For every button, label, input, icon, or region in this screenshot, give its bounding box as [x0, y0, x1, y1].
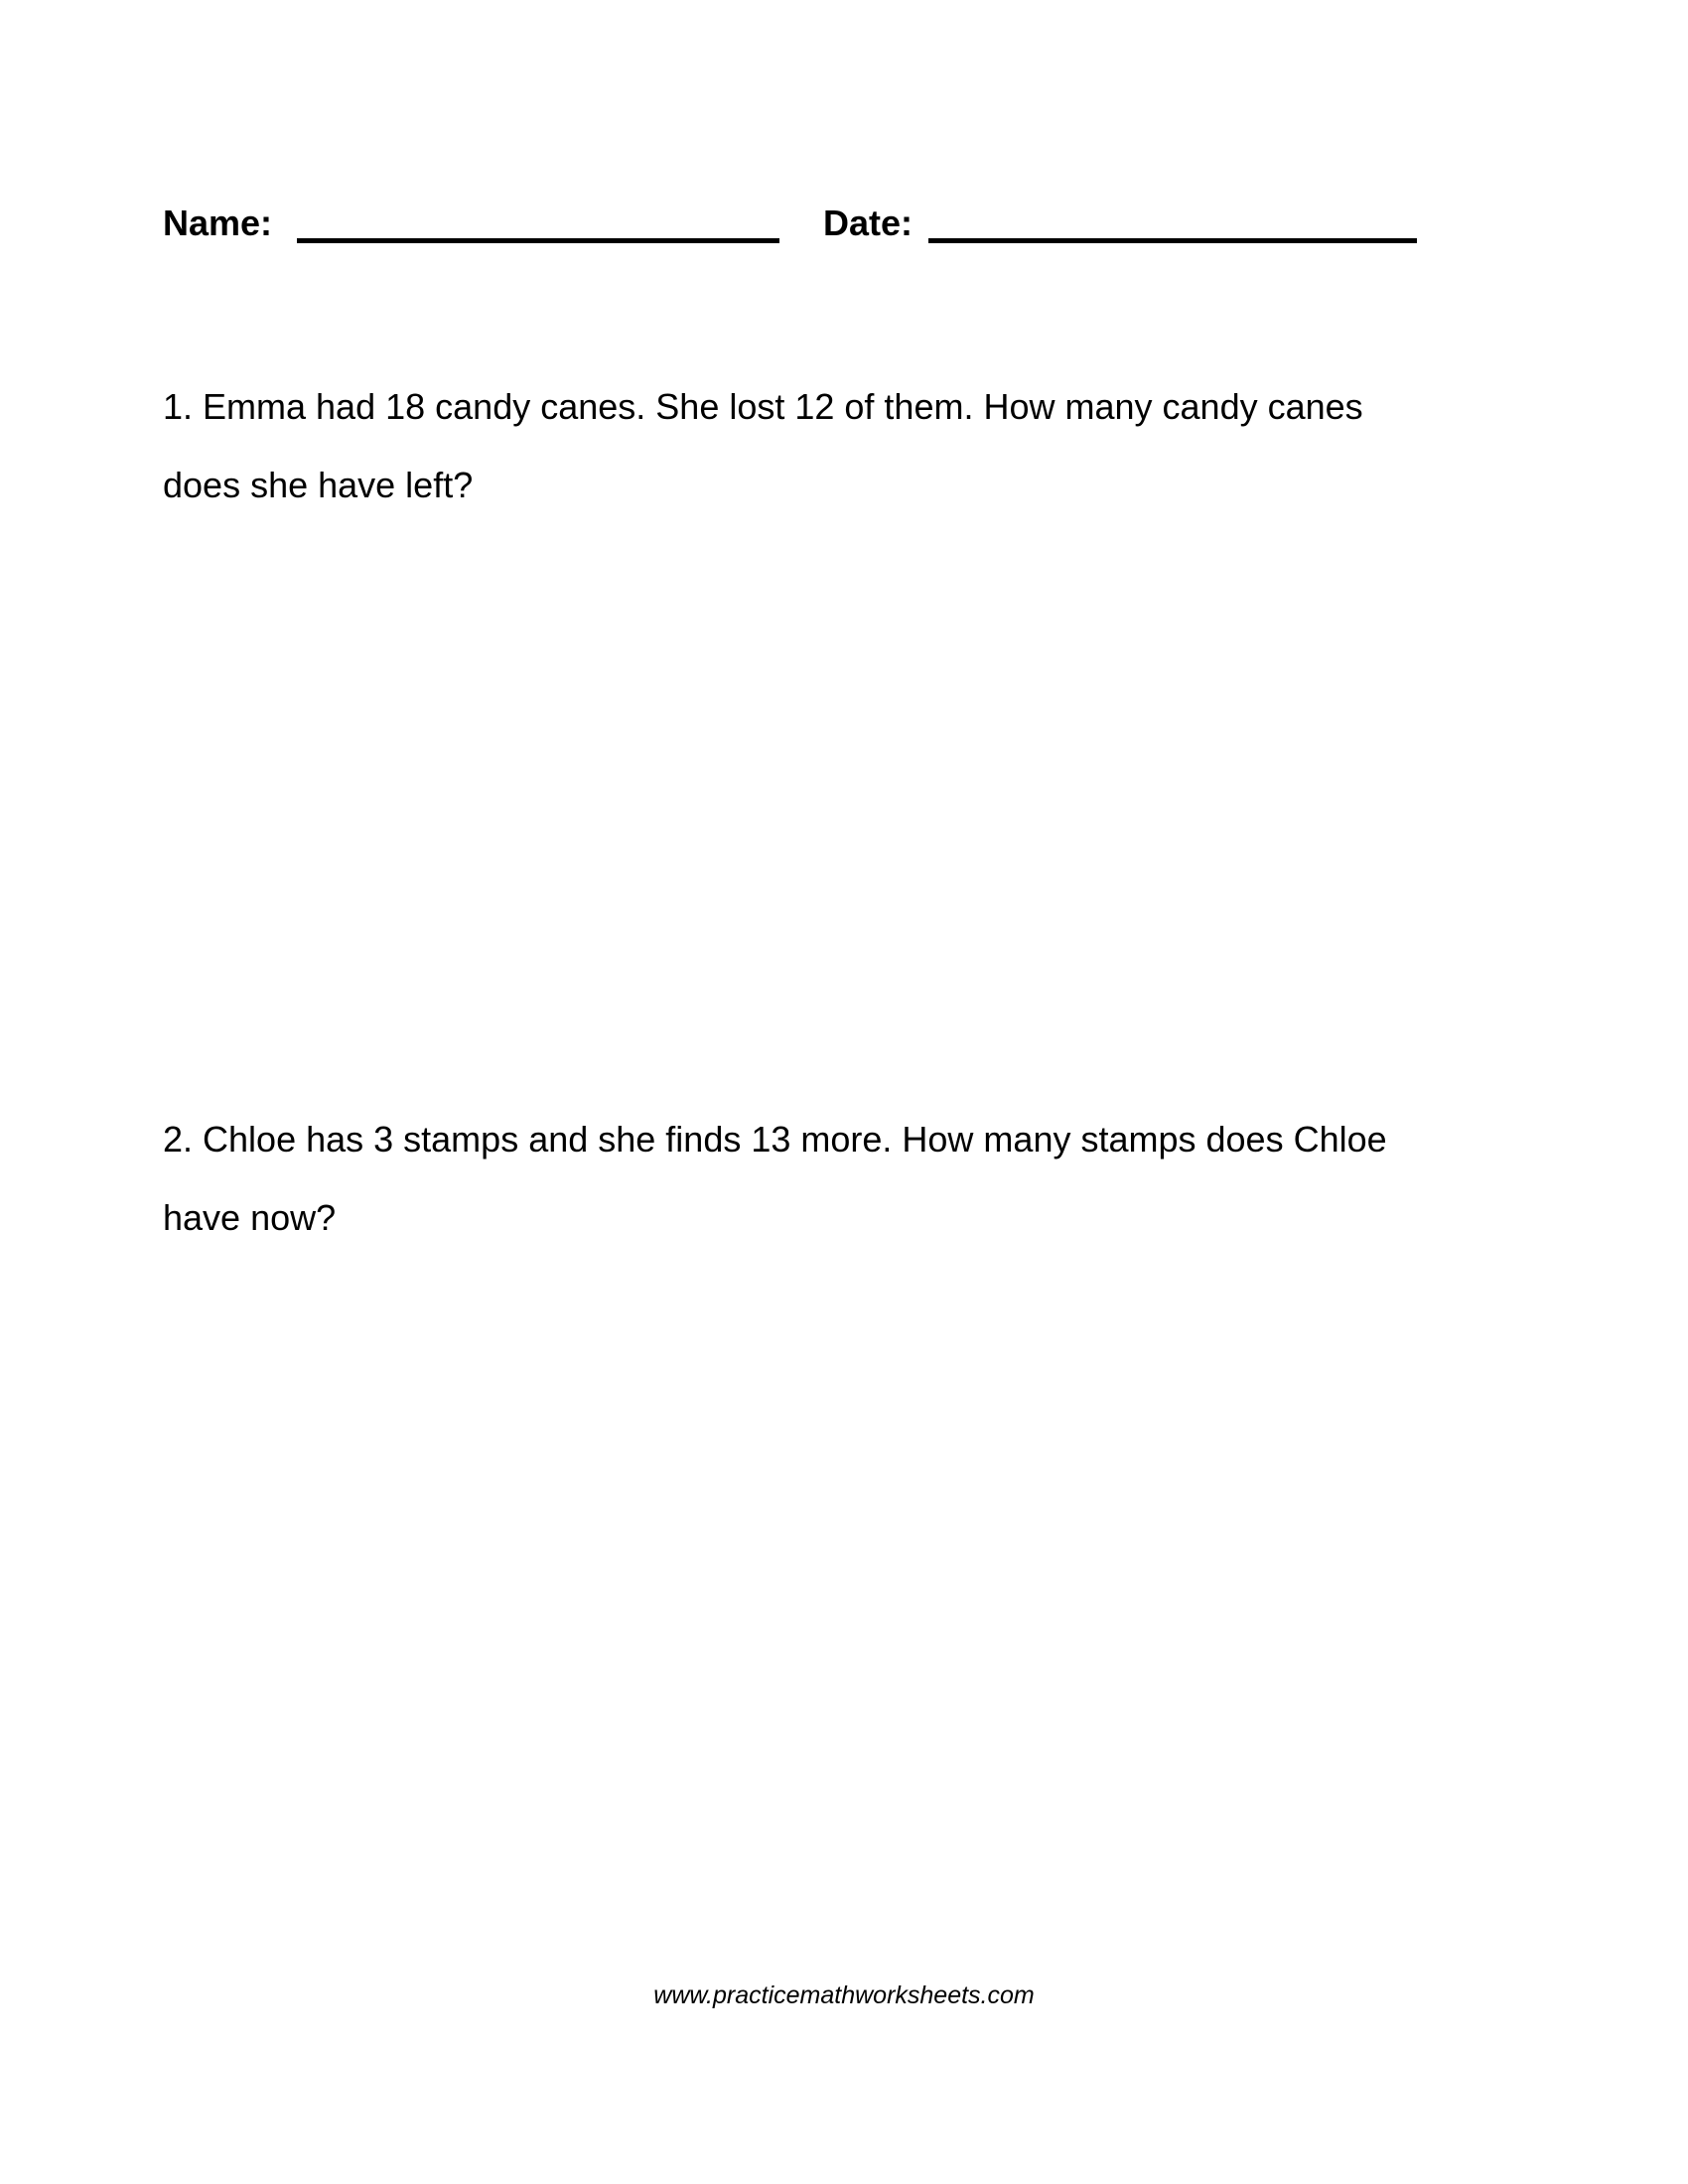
question-1-line-2: does she have left?: [163, 465, 474, 505]
footer-url: www.practicemathworksheets.com: [653, 1981, 1035, 2009]
question-2-line-2: have now?: [163, 1197, 337, 1238]
name-label: Name:: [163, 203, 273, 243]
name-field-line[interactable]: [297, 238, 779, 243]
question-2-line-1: 2. Chloe has 3 stamps and she finds 13 more. How many stamps does Chloe: [163, 1119, 1387, 1160]
question-1-line-1: 1. Emma had 18 candy canes. She lost 12 of them. How many candy canes: [163, 386, 1363, 427]
date-label: Date:: [823, 203, 914, 243]
date-field-line[interactable]: [928, 238, 1417, 243]
